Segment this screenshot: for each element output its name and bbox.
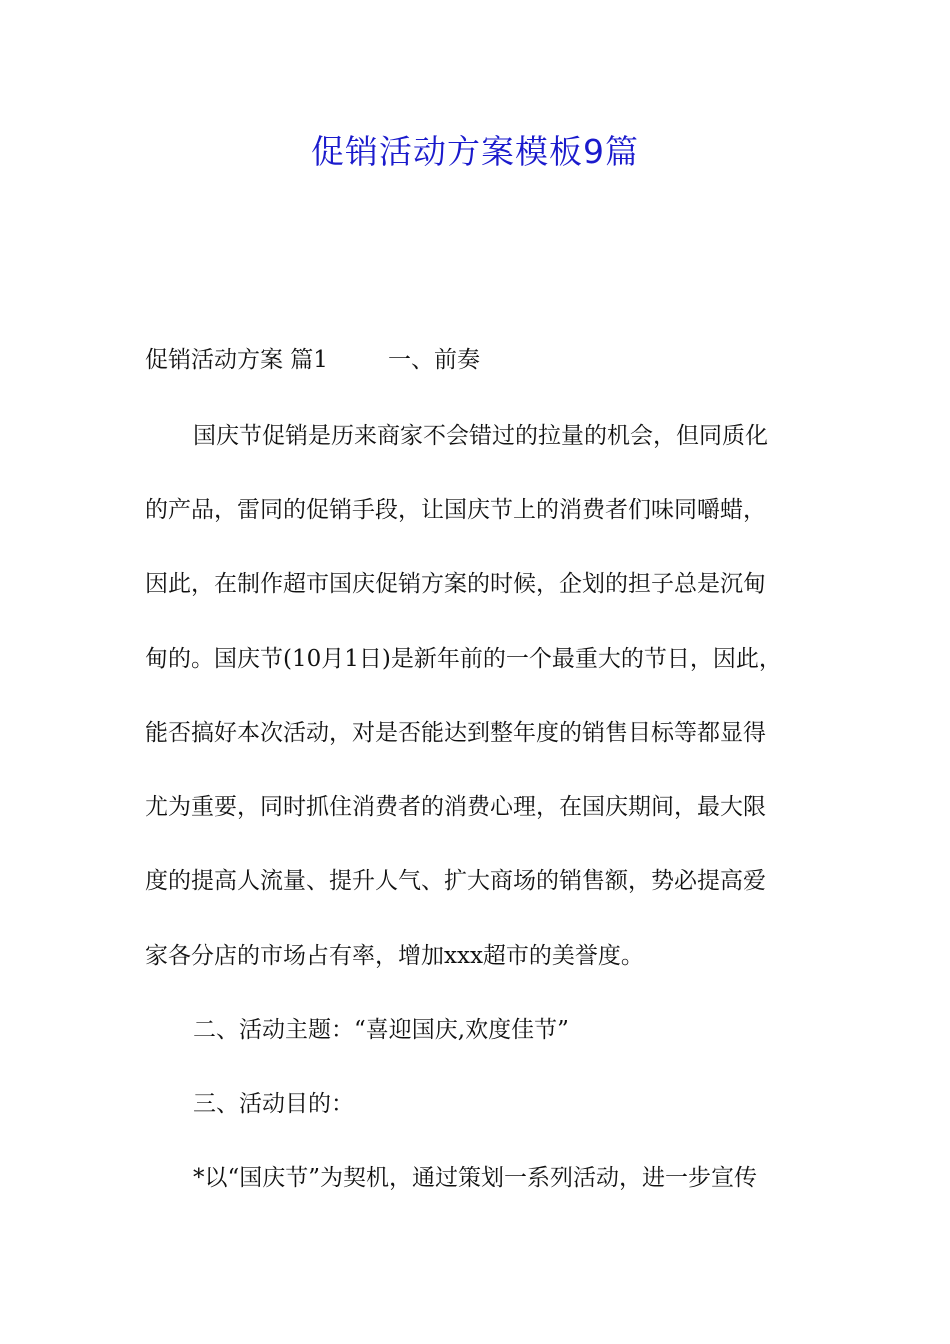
body-line: 的产品，雷同的促销手段，让国庆节上的消费者们味同嚼蜡， [145,497,766,523]
body-line: 能否搞好本次活动，对是否能达到整年度的销售目标等都显得 [145,720,766,746]
body-line: 度的提高人流量、提升人气、扩大商场的销售额，势必提高爱 [145,868,766,894]
body-line: 国庆节促销是历来商家不会错过的拉量的机会，但同质化 [193,423,768,449]
section-heading-row [145,343,328,377]
body-line: 家各分店的市场占有率，增加xxx超市的美誉度。 [145,943,644,969]
body-line: 甸的。国庆节(10月1日)是新年前的一个最重大的节日，因此， [145,646,782,672]
document-title: 促销活动方案模板9篇 [311,132,639,171]
theme-line: 二、活动主题：“喜迎国庆,欢度佳节” [193,1017,569,1043]
purpose-heading: 三、活动目的： [193,1091,354,1117]
purpose-line: *以“国庆节”为契机，通过策划一系列活动，进一步宣传 [193,1165,758,1191]
body-line: 尤为重要，同时抓住消费者的消费心理，在国庆期间，最大限 [145,794,766,820]
section-heading: 促销活动方案 篇1 [145,347,328,373]
section-subheading: 一、前奏 [388,347,480,373]
body-line: 因此，在制作超市国庆促销方案的时候，企划的担子总是沉甸 [145,571,766,597]
